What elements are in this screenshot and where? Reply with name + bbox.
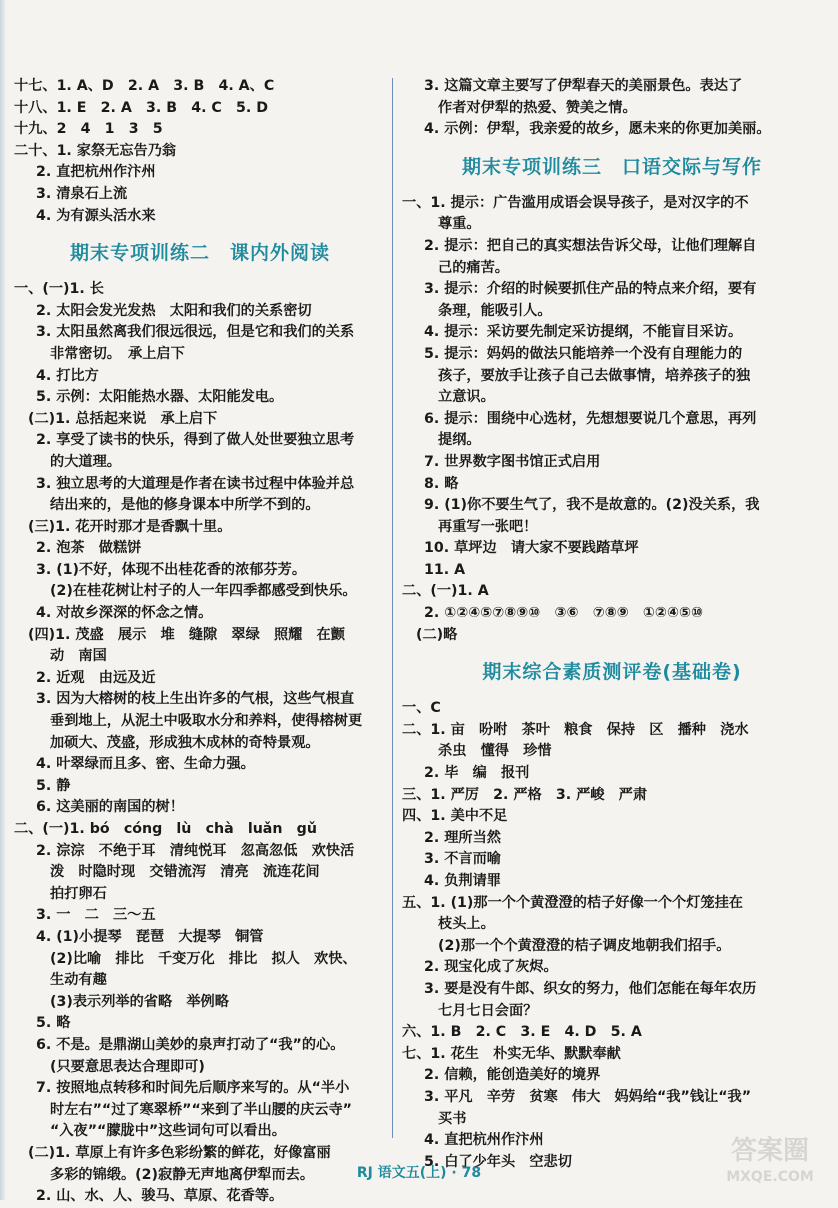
answer-line: 2. 理所当然 [424, 829, 501, 846]
answer-line: 的大道理。 [50, 453, 121, 470]
answer-line: 4. 直把杭州作汴州 [424, 1132, 544, 1149]
answer-line: 五、1. (1)那一个个黄澄澄的桔子好像一个个灯笼挂在 [402, 894, 743, 911]
answer-line: 十七、1. A、D 2. A 3. B 4. A、C [14, 78, 275, 94]
answer-line: 二、(一)1. bó cóng lù chà luǎn gǔ [14, 821, 317, 837]
answer-line: 提纲。 [438, 432, 481, 449]
left-column [14, 76, 386, 1208]
answer-line: 3. 太阳虽然离我们很远很远，但是它和我们的关系 [36, 324, 355, 341]
answer-line: 4. 对故乡深深的怀念之情。 [36, 605, 213, 622]
answer-line: 3. 要是没有牛郎、织女的努力，他们怎能在每年农历 [424, 980, 757, 997]
section-heading: 期末专项训练二 课内外阅读 [69, 242, 330, 265]
answer-line: 2. ①②④⑤⑦⑧⑨⑩ ③⑥ ⑦⑧⑨ ①②④⑤⑩ [424, 605, 703, 622]
answer-line: 四、1. 美中不足 [402, 808, 508, 825]
answer-line: 3. 清泉石上流 [36, 185, 128, 202]
answer-line: (二)1. 草原上有许多色彩纷繁的鲜花，好像富丽 [28, 1144, 331, 1161]
answer-line: 4. 示例：伊犁，我亲爱的故乡，愿未来的你更加美丽。 [424, 121, 771, 138]
answer-line: 二、(一)1. A [402, 583, 489, 600]
answer-line: 2. 泡茶 做糕饼 [36, 540, 142, 557]
answer-line: 2. 享受了读书的快乐，得到了做人处世要独立思考 [36, 432, 355, 449]
answer-line: 一、C [402, 700, 441, 717]
answer-line: 泼 时隐时现 交错流泻 清亮 流连花间 [50, 864, 320, 881]
answer-line: (2)那一个个黄澄澄的桔子调皮地朝我们招手。 [438, 937, 731, 954]
answer-line: 2. 近观 由远及近 [36, 669, 156, 686]
answer-line: “入夜”“朦胧中”这些词句可以看出。 [50, 1123, 286, 1140]
answer-line: 孩子，要放手让孩子自己去做事情，培养孩子的独 [438, 367, 751, 384]
answer-line: (四)1. 茂盛 展示 堆 缝隙 翠绿 照耀 在颤 [28, 626, 345, 643]
answer-line: 10. 草坪边 请大家不要践踏草坪 [424, 540, 639, 557]
answer-line: 结出来的，是他的修身课本中所学不到的。 [50, 497, 320, 514]
answer-line: 非常密切。 承上启下 [50, 345, 185, 362]
answer-line: 三、1. 严厉 2. 严格 3. 严峻 严肃 [402, 786, 648, 803]
answer-line: 一、1. 提示：广告滥用成语会误导孩子，是对汉字的不 [402, 194, 749, 211]
answer-line: 七月七日会面？ [438, 1002, 538, 1019]
answer-line: 6. 这美丽的南国的树！ [36, 799, 184, 816]
answer-line: 2. 太阳会发光发热 太阳和我们的关系密切 [36, 302, 312, 319]
answer-line: 十九、2 4 1 3 5 [14, 121, 163, 138]
column-divider [392, 78, 393, 1138]
answer-line: 8. 略 [424, 475, 459, 492]
answer-line: 4. 提示：采访要先制定采访提纲，不能盲目采访。 [424, 324, 743, 341]
answer-line: 4. 打比方 [36, 367, 99, 384]
watermark-line2: MXQE.COM [726, 1169, 814, 1185]
answer-line: 6. 提示：围绕中心选材，先想想要说几个意思，再列 [424, 410, 757, 427]
answer-line: 5. 静 [36, 777, 71, 794]
answer-line: 作者对伊犁的热爱、赞美之情。 [438, 99, 637, 116]
answer-line: 杀虫 懂得 珍惜 [438, 743, 552, 760]
answer-line: 5. 示例：太阳能热水器、太阳能发电。 [36, 389, 284, 406]
answer-line: 2. 直把杭州作汴州 [36, 164, 156, 181]
watermark-logo [710, 1134, 830, 1194]
answer-line: 3. 这篇文章主要写了伊犁春天的美丽景色。表达了 [424, 78, 743, 94]
answer-line: 7. 世界数字图书馆正式启用 [424, 453, 601, 470]
answer-line: 六、1. B 2. C 3. E 4. D 5. A [402, 1024, 642, 1041]
answer-line: 垂到地上，从泥土中吸取水分和养料，使得榕树更 [50, 713, 363, 730]
answer-line: 5. 提示：妈妈的做法只能培养一个没有自理能力的 [424, 345, 743, 362]
answer-line: 5. 白了少年头 空悲切 [424, 1153, 572, 1170]
answer-line: 条理，能吸引人。 [438, 302, 552, 319]
watermark-line1: 答案圈 [730, 1136, 809, 1166]
answer-line: 3. 独立思考的大道理是作者在读书过程中体验并总 [36, 475, 355, 492]
answer-line: 4. (1)小提琴 琵琶 大提琴 铜管 [36, 928, 264, 945]
answer-line: 7. 按照地点转移和时间先后顺序来写的。从“半小 [36, 1080, 350, 1097]
answer-line: (二)1. 总括起来说 承上启下 [28, 410, 218, 427]
answer-line: 3. 提示：介绍的时候要抓住产品的特点来介绍，要有 [424, 281, 757, 298]
answer-line: 2. 信赖，能创造美好的境界 [424, 1067, 601, 1084]
page-footer: RJ 语文五(上) · 78 [356, 1165, 482, 1181]
answer-line: 2. 淙淙 不绝于耳 清纯悦耳 忽高忽低 欢快活 [36, 842, 355, 859]
answer-line: (二)略 [416, 626, 458, 643]
answer-line: (2)比喻 排比 千变万化 排比 拟人 欢快、 [50, 950, 357, 967]
answer-line: 己的痛苦。 [438, 259, 509, 276]
answer-line: 3. (1)不好，体现不出桂花香的浓郁芬芳。 [36, 561, 307, 578]
answer-line: 二十、1. 家祭无忘告乃翁 [14, 142, 177, 159]
answer-line: 尊重。 [438, 216, 481, 233]
answer-line: 拍打卵石 [50, 885, 107, 902]
answer-line: (三)1. 花开时那才是香飘十里。 [28, 518, 232, 535]
answer-line: 生动有趣 [50, 972, 107, 989]
answer-line: 再重写一张吧！ [438, 518, 538, 535]
answer-line: 枝头上。 [438, 916, 495, 933]
answer-line: 2. 现宝化成了灰烬。 [424, 959, 558, 976]
answer-line: 5. 略 [36, 1015, 71, 1032]
answer-line: 一、(一)1. 长 [14, 281, 104, 298]
right-column [402, 76, 822, 1173]
answer-line: 2. 毕 编 报刊 [424, 765, 530, 782]
answer-line: 11. A [424, 561, 466, 578]
answer-line: 动 南国 [50, 648, 107, 665]
answer-line: 时左右”“过了寒翠桥”“来到了半山腰的庆云寺” [50, 1101, 352, 1118]
answer-line: (3)表示列举的省略 举例略 [50, 993, 229, 1010]
answer-line: (2)在桂花树让村子的人一年四季都感受到快乐。 [50, 583, 357, 600]
section-heading: 期末专项训练三 口语交际与写作 [461, 155, 762, 178]
answer-line: 6. 不是。是鼎湖山美妙的泉声打动了“我”的心。 [36, 1036, 345, 1053]
answer-line: 4. 为有源头活水来 [36, 207, 156, 224]
answer-line: 2. 山、水、人、骏马、草原、花香等。 [36, 1188, 284, 1205]
answer-line: 多彩的锦缎。(2)寂静无声地离伊犁而去。 [50, 1166, 315, 1183]
answer-line: 3. 一 二 三～五 [36, 907, 156, 924]
answer-line: 2. 提示：把自己的真实想法告诉父母，让他们理解自 [424, 237, 757, 254]
answer-line: 3. 平凡 辛劳 贫寒 伟大 妈妈给“我”钱让“我” [424, 1088, 752, 1105]
answer-line: (只要意思表达合理即可) [50, 1058, 205, 1075]
answer-line: 立意识。 [438, 389, 495, 406]
answer-line: 二、1. 亩 吩咐 茶叶 粮食 保持 区 播种 浇水 [402, 721, 749, 738]
answer-line: 七、1. 花生 朴实无华、默默奉献 [402, 1045, 621, 1062]
answer-line: 3. 因为大榕树的枝上生出许多的气根，这些气根直 [36, 691, 355, 708]
answer-line: 4. 叶翠绿而且多、密、生命力强。 [36, 756, 255, 773]
answer-line: 9. (1)你不要生气了，我不是故意的。(2)没关系，我 [424, 497, 760, 514]
answer-line: 加硕大、茂盛，形成独木成林的奇特景观。 [50, 734, 320, 751]
page-edge-shadow [0, 0, 6, 1200]
answer-line: 买书 [438, 1110, 467, 1127]
section-heading: 期末综合素质测评卷(基础卷) [482, 661, 742, 684]
answer-line: 4. 负荆请罪 [424, 873, 501, 889]
answer-line: 3. 不言而喻 [424, 851, 501, 868]
answer-line: 十八、1. E 2. A 3. B 4. C 5. D [14, 99, 268, 116]
